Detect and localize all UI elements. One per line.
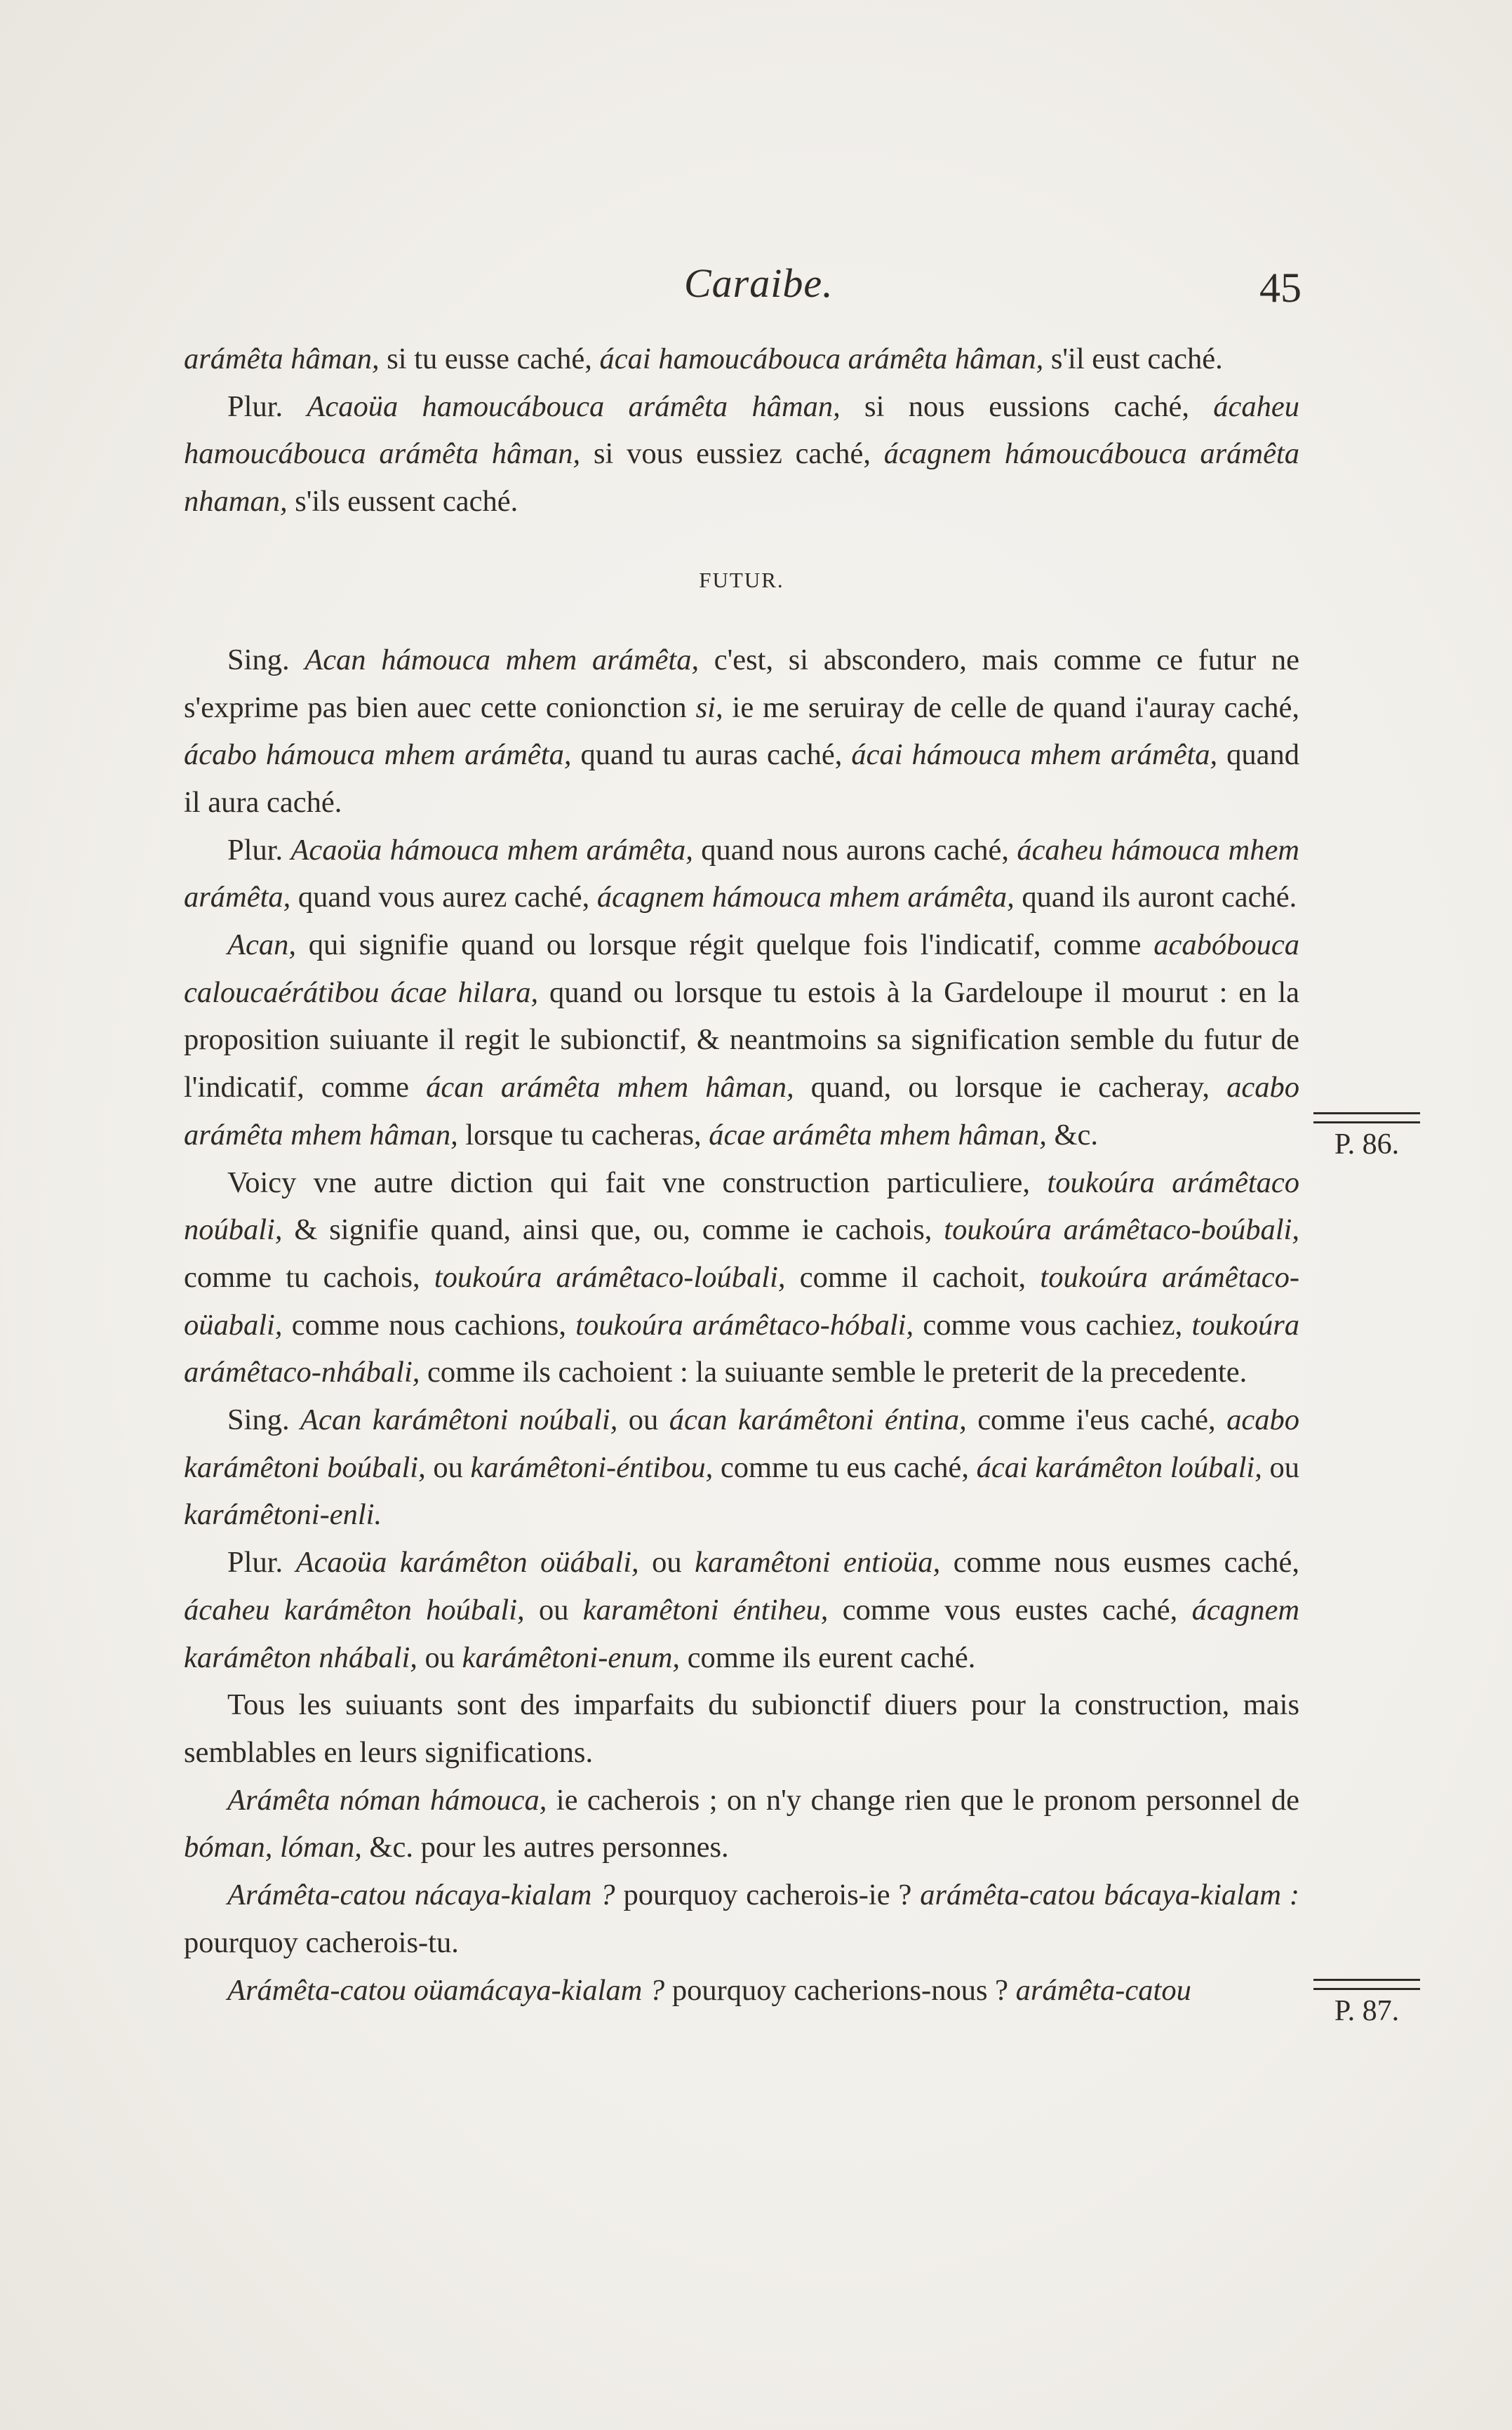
paragraph [184,636,1299,827]
text-run: FUTUR. [699,567,784,592]
paragraph [184,335,1299,383]
carib-term: ácai hamoucábouca arámêta hâman, [599,342,1044,375]
text-run: comme vous eustes caché, [828,1593,1192,1627]
carib-term: toukoúra arámêtaco-boúbali, [944,1213,1299,1247]
carib-term: ácagnem hámoucábouca arámêta nhaman, [184,437,1299,519]
carib-term: karámêtoni-enum, [462,1641,681,1674]
paragraph [184,1539,1299,1681]
carib-term: toukoúra arámêtaco-hóbali, [575,1308,914,1342]
carib-term: si, [695,690,723,724]
margin-note-label: P. 87. [1334,1995,1400,2027]
text-run: comme ils eurent caché. [680,1641,976,1674]
text-run: quand il aura caché. [184,738,1299,819]
carib-term: ácaheu hamoucábouca arámêta hâman, [184,389,1299,471]
paragraph [184,1159,1299,1397]
carib-term: arámêta-catou [1015,1973,1191,2007]
carib-term: ácan karámêtoni éntina, [669,1403,967,1437]
text-run: ou [425,1450,471,1484]
text-run: ou [617,1403,669,1437]
text-run: comme i'eus caché, [966,1403,1227,1437]
text-run: c'est, si abscondero, mais comme ce futur ne s'exprime pas bien auec cette conionction [184,643,1300,724]
text-run: quand nous aurons caché, [693,833,1017,867]
page-number: 45 [1259,265,1302,311]
text-run: s'il eust caché. [1043,342,1223,375]
text-run: ou [638,1546,695,1580]
text-run: quand tu auras caché, [571,738,852,772]
margin-rule [1313,1979,1420,1990]
margin-rule [1313,1112,1420,1123]
text-run: si vous eussiez caché, [580,437,884,471]
text-run: Sing. [227,1403,301,1437]
text-run: comme tu cachois, [184,1260,434,1294]
margin-note [1313,1979,1420,2028]
text-run: quand, ou lorsque ie cacheray, [794,1071,1227,1104]
carib-term: ácaheu karámêton hoúbali, [184,1593,525,1627]
margin-note-label: P. 86. [1334,1128,1400,1161]
paragraph [184,827,1299,921]
carib-term: ácaheu hámouca mhem arámêta, [184,833,1300,914]
carib-term: karámêtoni-éntibou, [470,1450,714,1484]
text-run: lorsque tu cacheras, [457,1118,709,1151]
paragraph [184,1871,1299,1966]
carib-term: acabo arámêta mhem hâman, [184,1071,1299,1151]
text-run: comme tu eus caché, [713,1450,977,1484]
text-run: Plur. [227,389,307,423]
carib-term: toukoúra arámêtaco-oüabali, [184,1260,1299,1342]
text-run: ie cacherois ; on n'y change rien que le pronom personnel de [547,1783,1299,1817]
carib-term: acabo karámêtoni boúbali, [184,1403,1299,1484]
paragraph [184,1681,1299,1776]
text-run: quand vous aurez caché, [290,881,597,914]
carib-term: arámêta hâman, [184,342,380,375]
text-run: quand ou lorsque tu estois à la Gardeloupe il mourut : en la proposition suiuante il regit le subionctif, & neantmoins sa signification semble du futur de l'indicatif, comme [184,975,1299,1104]
carib-term: toukoúra arámêtaco-nhábali, [184,1308,1300,1389]
carib-term: toukoúra arámêtaco noúbali, [184,1166,1299,1247]
margin-note [1313,1112,1420,1161]
carib-term: Acaoüa hámouca mhem arámêta, [290,833,693,867]
text-run: ou [524,1593,583,1627]
paragraph [184,1777,1299,1871]
carib-term: Arámêta-catou oüamácaya-kialam ? [227,1973,665,2007]
carib-term: Acaoüa karámêton oüábali, [295,1546,639,1580]
text-run: Plur. [227,833,291,867]
section-heading [184,566,1299,594]
running-title: Caraibe. [684,260,834,306]
carib-term: ácai hámouca mhem arámêta, [851,738,1218,772]
text-run: comme ils cachoient : la suiuante semble le preterit de la precedente. [420,1356,1247,1389]
text-run: pourquoy cacherois-ie ? [615,1878,921,1912]
carib-term: karámêtoni-enli. [184,1498,382,1532]
body-text [184,335,1299,2014]
text-run: si tu eusse caché, [379,342,600,375]
text-run: comme il cachoit, [785,1260,1041,1294]
text-run: pourquoy cacherois-tu. [184,1925,459,1959]
text-run: s'ils eussent caché. [287,485,519,519]
text-run: comme nous eusmes caché, [940,1546,1299,1580]
text-run: comme nous cachions, [282,1308,576,1342]
text-run: Tous les suiuants sont des imparfaits du subionctif diuers pour la construction, mais semblables en leurs significations. [184,1688,1299,1769]
paragraph [184,921,1299,1159]
text-run: quand ils auront caché. [1014,881,1297,914]
carib-term: Arámêta-catou nácaya-kialam ? [227,1878,615,1912]
paragraph [184,1396,1299,1539]
carib-term: Arámêta nóman hámouca, [227,1783,547,1817]
text-run: Voicy vne autre diction qui fait vne construction particuliere, [227,1166,1048,1199]
text-run: & signifie quand, ainsi que, ou, comme ie cachois, [282,1213,944,1247]
text-run: ou [417,1641,462,1674]
text-run: qui signifie quand ou lorsque régit quelque fois l'indicatif, comme [295,928,1154,962]
carib-term: Acaoüa hamoucábouca arámêta hâman, [307,389,841,423]
text-run: comme vous cachiez, [914,1308,1192,1342]
text-run: si nous eussions caché, [840,389,1214,423]
carib-term: toukoúra arámêtaco-loúbali, [434,1260,786,1294]
text-run: ou [1262,1450,1299,1484]
carib-term: karamêtoni entioüa, [695,1546,941,1580]
text-run: &c. [1046,1118,1099,1151]
carib-term: ácabo hámouca mhem arámêta, [184,738,572,772]
carib-term: Acan, [227,928,296,962]
text-run: &c. pour les autres personnes. [361,1831,729,1864]
carib-term: ácan arámêta mhem hâman, [426,1071,794,1104]
carib-term: karamêtoni éntiheu, [582,1593,829,1627]
carib-term: bóman, lóman, [184,1831,362,1864]
carib-term: ácai karámêton loúbali, [976,1450,1262,1484]
text-run: ie me seruiray de celle de quand i'auray caché, [723,690,1299,724]
carib-term: Acan karámêtoni noúbali, [300,1403,618,1437]
paragraph [184,383,1299,526]
carib-term: ácagnem hámouca mhem arámêta, [596,881,1015,914]
carib-term: ácagnem karámêton nhábali, [184,1593,1300,1674]
carib-term: arámêta-catou bácaya-kialam : [920,1878,1299,1912]
carib-term: ácae arámêta mhem hâman, [709,1118,1047,1151]
carib-term: Acan hámouca mhem arámêta, [305,643,700,676]
paragraph [184,1967,1299,2015]
text-run: Sing. [227,643,305,676]
text-run: pourquoy cacherions-nous ? [664,1973,1016,2007]
carib-term: acabóbouca caloucaérátibou ácae hilara, [184,928,1299,1009]
text-run: Plur. [227,1546,296,1580]
